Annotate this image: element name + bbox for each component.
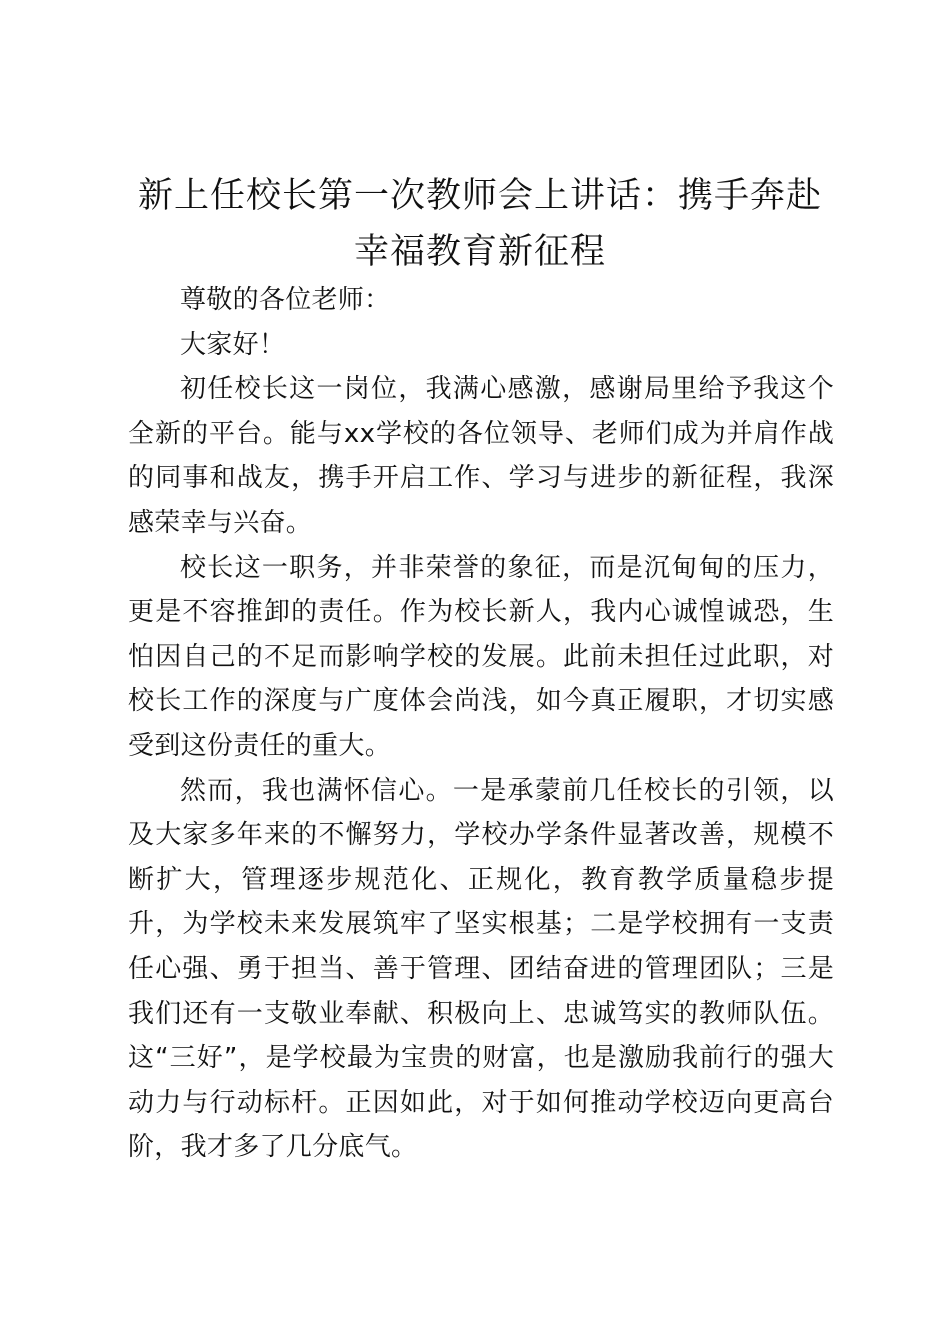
- salutation: 尊敬的各位老师：: [180, 285, 391, 315]
- document-title: 新上任校长第一次教师会上讲话：携手奔赴幸福教育新征程: [137, 176, 822, 272]
- paragraph-2: 校长这一职务，并非荣誉的象征，而是沉甸甸的压力，更是不容推卸的责任。作为校长新人，我内心诚惶诚恐，生怕因自己的不足而影响学校的发展。此前未担任过此职，对校长工作的深度与广度体会尚浅，如今真正履职，才切实感受到这份责任的重大。: [128, 552, 834, 761]
- paragraph-3: 然而，我也满怀信心。一是承蒙前几任校长的引领，以及大家多年来的不懈努力，学校办学条件显著改善，规模不断扩大，管理逐步规范化、正规化，教育教学质量稳步提升，为学校未来发展筑牢了坚实根基；二是学校拥有一支责任心强、勇于担当、善于管理、团结奋进的管理团队；三是我们还有一支敬业奉献、积极向上、忠诚笃实的教师队伍。这“三好”，是学校最为宝贵的财富，也是激励我前行的强大动力与行动标杆。正因如此，对于如何推动学校迈向更高台阶，我才多了几分底气。: [128, 775, 834, 1163]
- paragraph-1: 初任校长这一岗位，我满心感激，感谢局里给予我这个全新的平台。能与xx学校的各位领导、老师们成为并肩作战的同事和战友，携手开启工作、学习与进步的新征程，我深感荣幸与兴奋。: [128, 374, 834, 538]
- greeting: 大家好！: [180, 329, 286, 360]
- document-body: [128, 278, 834, 1170]
